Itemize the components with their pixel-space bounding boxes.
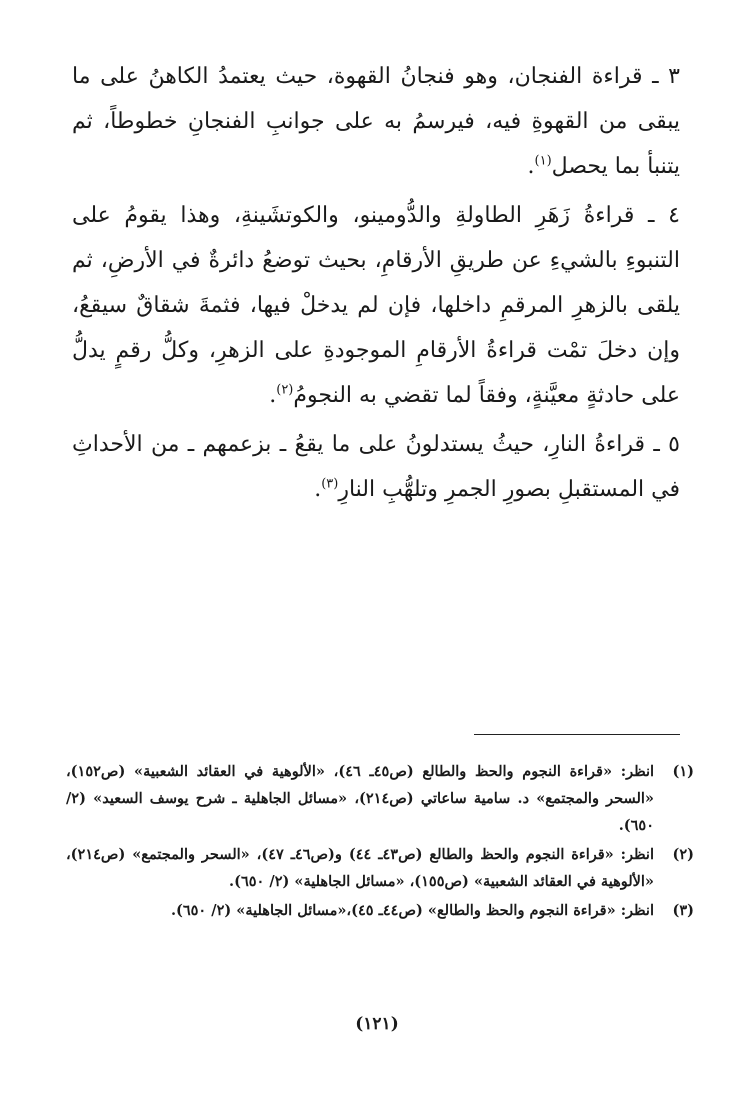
item-end: . [269,383,277,408]
item-number: ٤ ـ [648,203,680,228]
footnote-text: انظر: «قراءة النجوم والحظ والطالع (ص٤٣ـ ٤٤) و(ص٤٦ـ ٤٧)، «السحر والمجتمع» (ص٢١٤)، «الألوهية في العقائد الشعبية» (ص١٥٥)، «مسائل الجاهلية» (٢/ ٦٥٠). [66,846,654,890]
footnote [66,758,694,839]
footnote-number: (١) [672,763,694,780]
footnote-reference: (٣) [321,476,339,492]
item-end: . [527,154,535,179]
footnote-text: انظر: «قراءة النجوم والحظ والطالع (ص٤٥ـ ٤٦)، «الألوهية في العقائد الشعبية» (ص١٥٢)، «السحر والمجتمع» د. سامية ساعاتي (ص٢١٤)، «مسائل الجاهلية ـ شرح يوسف السعيد» (٢/ ٦٥٠). [66,763,655,834]
list-item [72,193,680,418]
item-end: . [314,477,322,502]
footnote [66,841,694,895]
item-number: ٥ ـ [653,432,680,457]
list-item [72,54,680,189]
item-number: ٣ ـ [652,64,680,89]
footnote-reference: (٢) [276,382,294,398]
footnote [66,897,694,924]
footnote-text: انظر: «قراءة النجوم والحظ والطالع» (ص٤٤ـ ٤٥)،«مسائل الجاهلية» (٢/ ٦٥٠). [170,902,654,919]
footnote-separator [474,734,680,735]
footnote-number: (٣) [672,902,694,919]
footnote-reference: (١) [534,153,552,169]
footnote-number: (٢) [672,846,694,863]
main-text [72,54,680,516]
list-item [72,422,680,512]
item-text: قراءةُ زَهَرِ الطاولةِ والدُّومينو، والكوتشَينةِ، وهذا يقومُ على التنبوءِ بالشيءِ عن طريقِ الأرقامِ، بحيث توضعُ دائرةٌ في الأرضِ، ثم يلقى بالزهرِ المرقمِ داخلها، فإن لم يدخلْ فيها، فثمةَ شقاقٌ سيقعُ، وإن دخلَ تمْت قراءةُ الأرقامِ الموجودةِ على الزهرِ، وكلُّ رقمٍ يدلُّ على حادثةٍ معيَّنةٍ، وفقاً لما تقضي به النجومُ [72,203,680,408]
item-text: قراءة الفنجان، وهو فنجانُ القهوة، حيث يعتمدُ الكاهنُ على ما يبقى من القهوةِ فيه، فيرسمُ به على جوانبِ الفنجانِ خطوطاً، ثم يتنبأ بما يحصل [72,64,680,179]
footnotes [66,758,694,926]
page-number: (١٢١) [355,1014,399,1034]
item-text: قراءةُ النارِ، حيثُ يستدلونُ على ما يقعُ ـ بزعمهم ـ من الأحداثِ في المستقبلِ بصورِ الجمرِ وتلهُّبِ النارِ [72,432,680,502]
